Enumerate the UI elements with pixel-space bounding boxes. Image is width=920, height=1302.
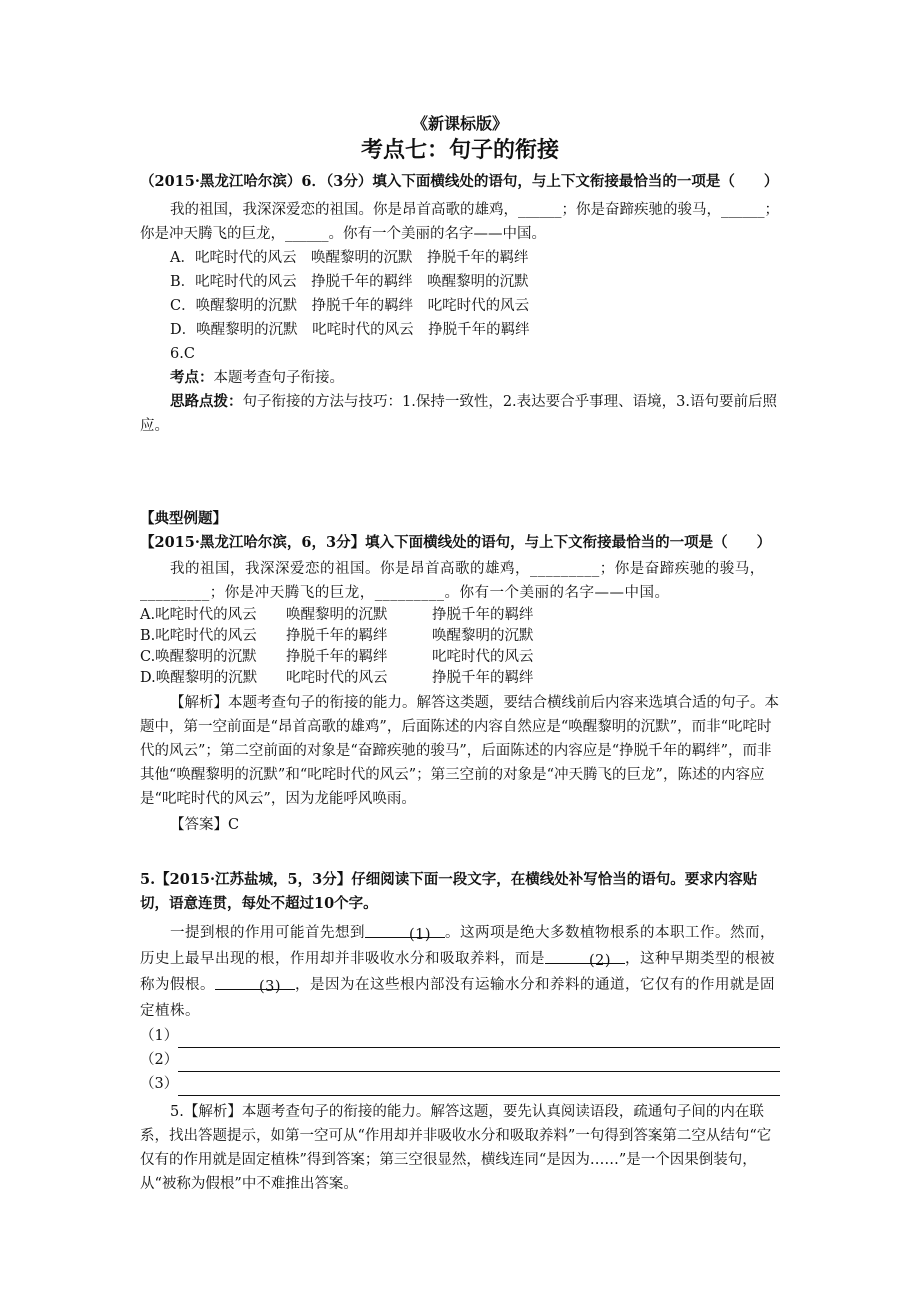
q1-source-line: （2015·黑龙江哈尔滨）6．（3分）填入下面横线处的语句，与上下文衔接最恰当的一项是（ ） — [140, 173, 779, 190]
blank-1: (1) — [365, 922, 445, 938]
q2-analysis: 【解析】本题考查句子的衔接的能力。解答这类题，要结合横线前后内容来选填合适的句子。本题中，第一空前面是“昂首高歌的雄鸡”，后面陈述的内容自然应是“唤醒黎明的沉默”，而非“叱咤时代的风云”；第二空前面的对象是“奋蹄疾驰的骏马”，后面陈述的内容应是“挣脱千年的羁绊”，而非其他“唤醒黎明的沉默”和“叱咤时代的风云”；第三空前的对象是“冲天腾飞的巨龙”，陈述的内容应是“叱咤时代的风云”，因为龙能呼风唤雨。 — [140, 695, 779, 807]
question-3 — [140, 868, 780, 1196]
question-2 — [140, 507, 780, 837]
q3-analysis: 5.【解析】本题考查句子的衔接的能力。解答这题，要先认真阅读语段，疏通句子间的内在联系，找出答题提示，如第一空可从“作用却并非吸收水分和吸取养料”一句得到答案第二空从结句“它仅有的作用就是固定植株”得到答案；第三空很显然，横线连同“是因为……”是一个因果倒装句，从“被称为假根”中不难推出答案。 — [140, 1104, 772, 1192]
q2-source-line: 【2015·黑龙江哈尔滨，6，3分】填入下面横线处的语句，与上下文衔接最恰当的一项是（ ） — [140, 534, 772, 551]
edition-label: 《新课标版》 — [411, 114, 508, 133]
q1-option-b: B．叱咤时代的风云 挣脱千年的羁绊 唤醒黎明的沉默 — [170, 274, 529, 290]
answer-line-3[interactable]: （3） — [140, 1072, 780, 1096]
q2-option-d: D.唤醒黎明的沉默 叱咤时代的风云 挣脱千年的羁绊 — [140, 670, 534, 686]
q1-option-d: D．唤醒黎明的沉默 叱咤时代的风云 挣脱千年的羁绊 — [170, 322, 530, 338]
q1-passage: 我的祖国，我深深爱恋的祖国。你是昂首高歌的雄鸡，______；你是奋蹄疾驰的骏马，______；你是冲天腾飞的巨龙，______。你有一个美丽的名字——中国。 — [140, 202, 779, 242]
q2-section-label: 【典型例题】 — [140, 510, 227, 527]
q3-passage: 一提到根的作用可能首先想到 (1) 。这两项是绝大多数植物根系的本职工作。然而，历史上最早出现的根，作用却并非吸收水分和吸取养料，而是 (2) ，这种早期类型的根被称为假根。 (3) ，是因为在这些根内部没有运输水分和养料的通道，它仅有的作用就是固定植株。 — [140, 920, 780, 1024]
q1-silu: 思路点拨：句子衔接的方法与技巧：1.保持一致性，2.表达要合乎事理、语境，3.语句要前后照应。 — [140, 393, 778, 434]
q1-option-c: C．唤醒黎明的沉默 挣脱千年的羁绊 叱咤时代的风云 — [170, 298, 530, 314]
q3-source-line: 5.【2015·江苏盐城，5，3分】仔细阅读下面一段文字，在横线处补写恰当的语句。要求内容贴切，语意连贯，每处不超过10个字。 — [140, 871, 758, 912]
q1-kaodian: 考点：本题考查句子衔接。 — [170, 369, 344, 386]
q2-option-c: C.唤醒黎明的沉默 挣脱千年的羁绊 叱咤时代的风云 — [140, 649, 534, 665]
page-title: 考点七：句子的衔接 — [360, 138, 559, 163]
q1-option-a: A．叱咤时代的风云 唤醒黎明的沉默 挣脱千年的羁绊 — [170, 250, 529, 266]
answer-line-2[interactable]: （2） — [140, 1048, 780, 1072]
q2-answer: 【答案】C — [170, 817, 240, 833]
question-1 — [140, 170, 780, 438]
q2-option-b: B.叱咤时代的风云 挣脱千年的羁绊 唤醒黎明的沉默 — [140, 628, 534, 644]
q2-option-a: A.叱咤时代的风云 唤醒黎明的沉默 挣脱千年的羁绊 — [140, 607, 534, 623]
answer-line-1[interactable]: （1） — [140, 1024, 780, 1048]
q1-answer: 6.C — [170, 346, 195, 362]
blank-2: (2) — [545, 948, 625, 964]
blank-3: (3) — [215, 974, 295, 990]
q2-passage: 我的祖国，我深深爱恋的祖国。你是昂首高歌的雄鸡，_________；你是奋蹄疾驰的骏马，_________；你是冲天腾飞的巨龙，_________。你有一个美丽的名字——中国。 — [140, 561, 765, 601]
